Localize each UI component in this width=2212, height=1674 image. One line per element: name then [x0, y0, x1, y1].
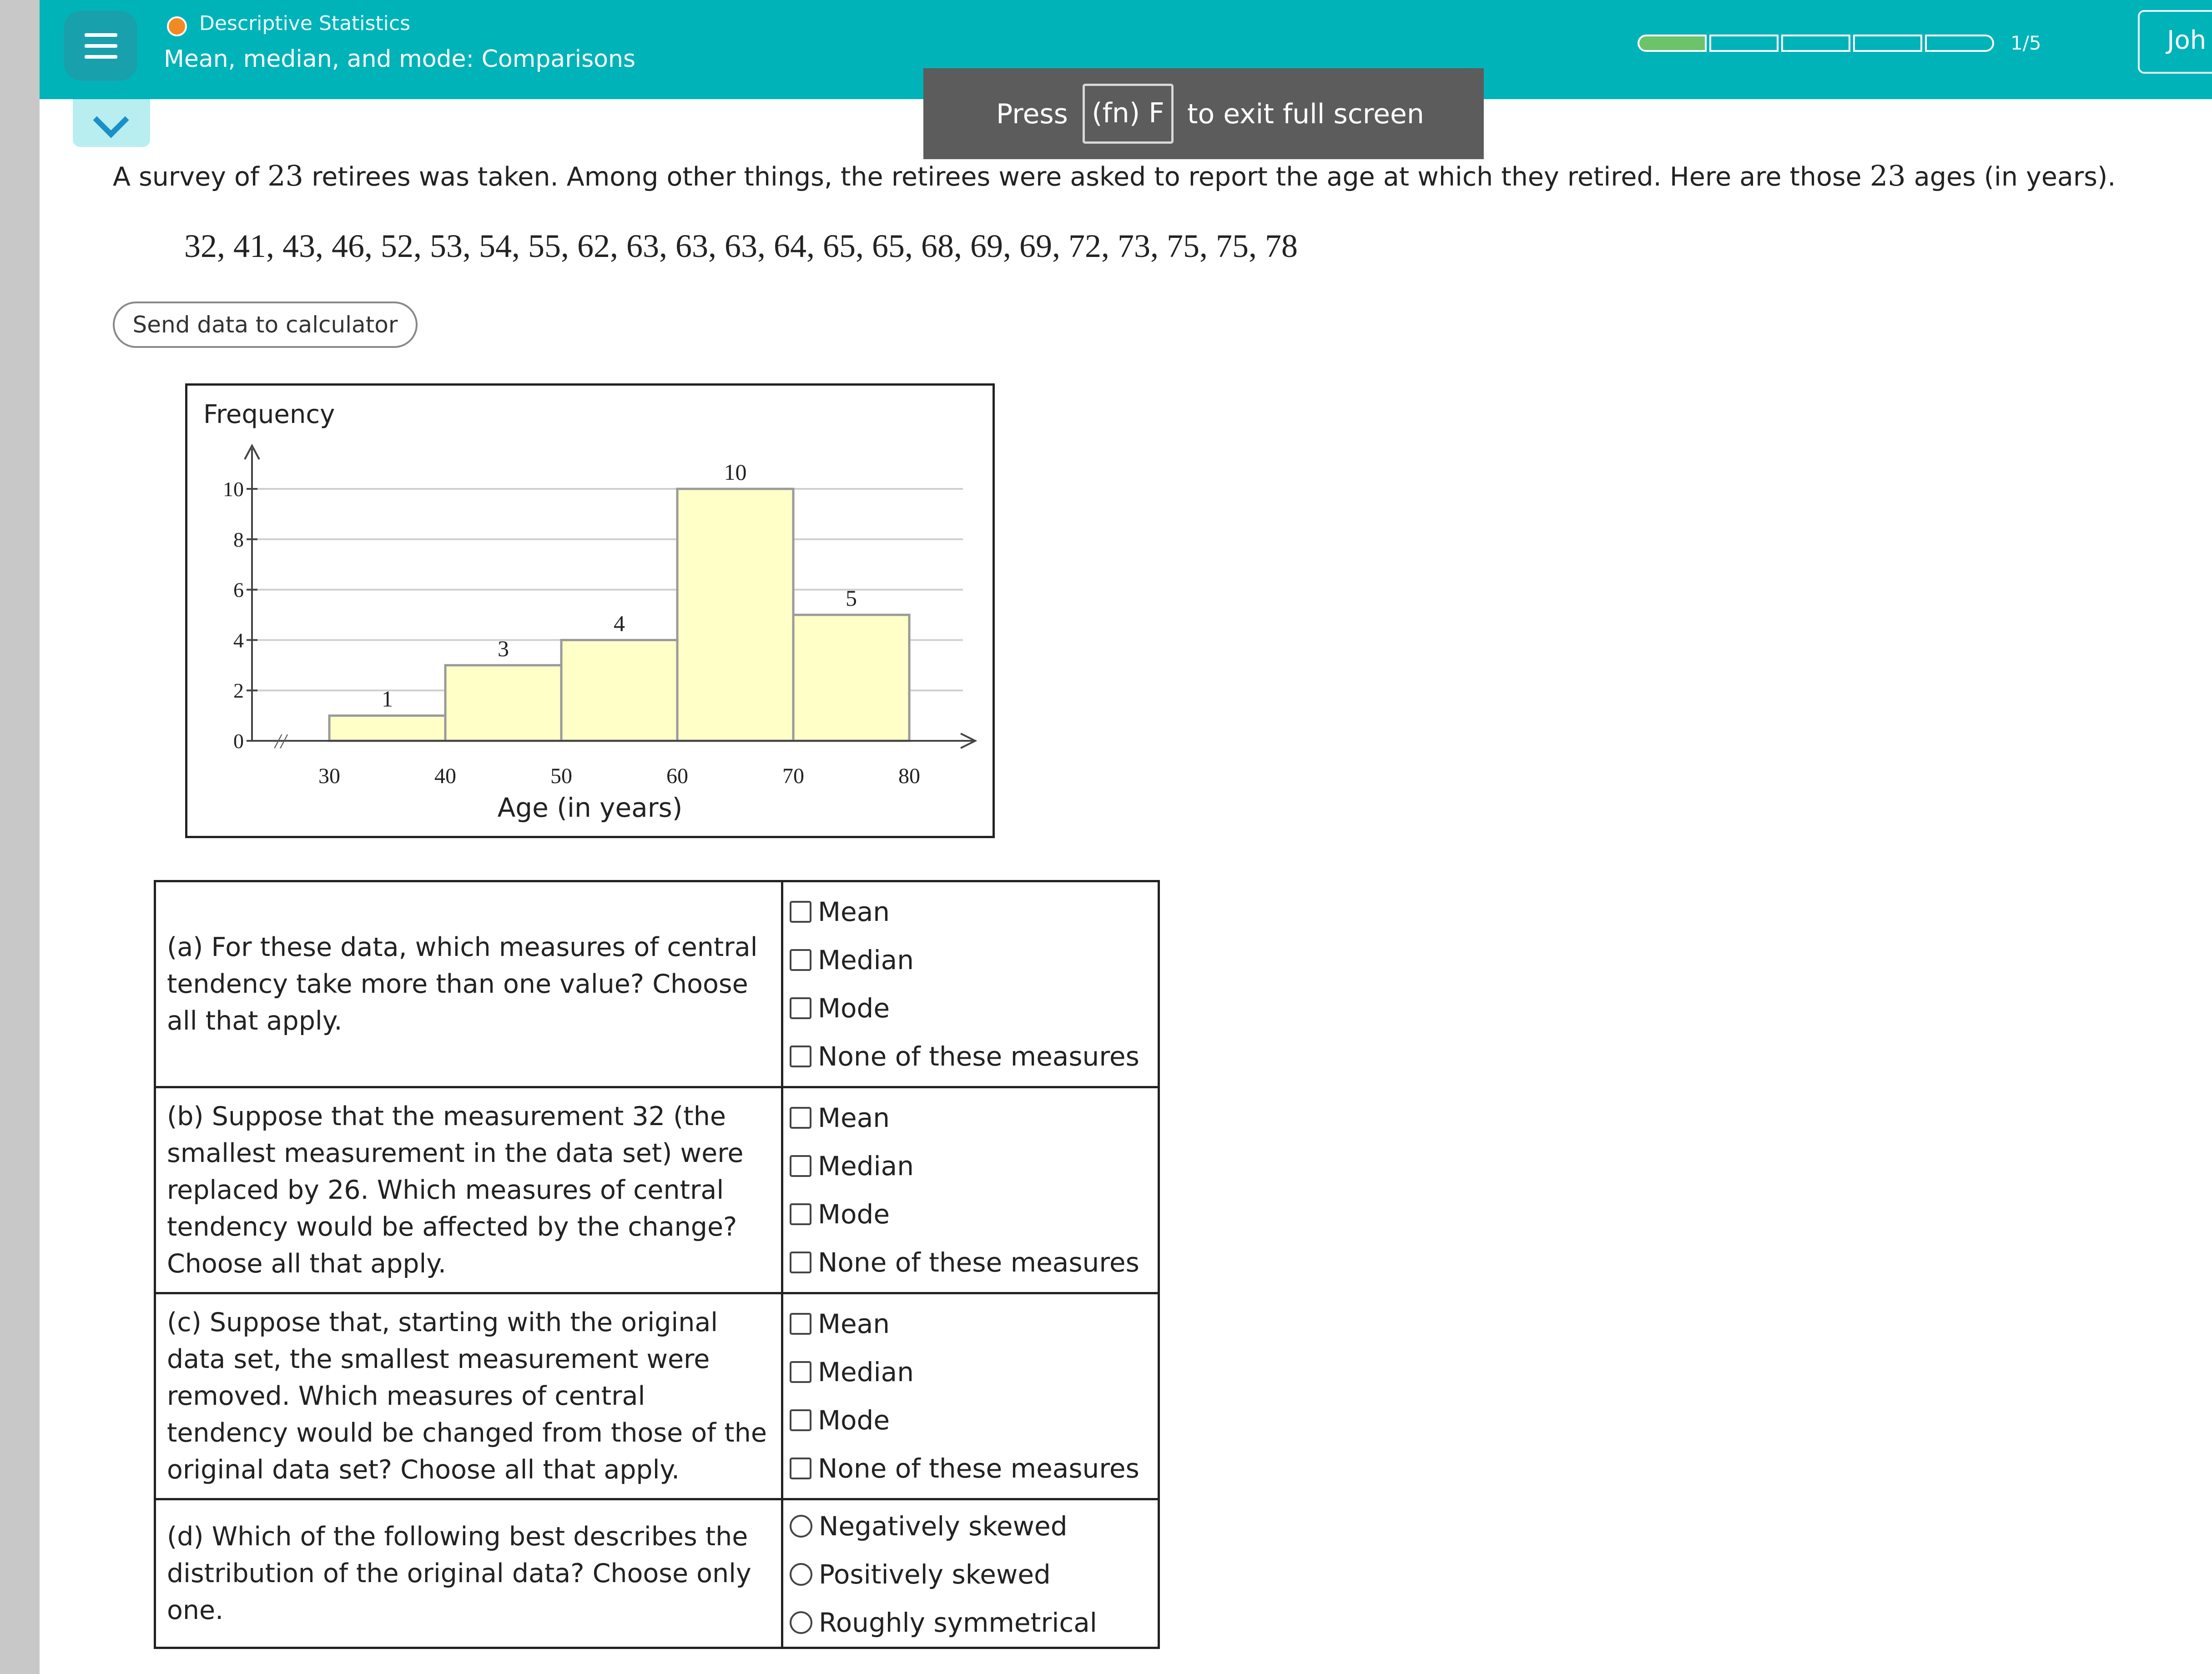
- x-tick-label: 60: [666, 764, 688, 788]
- checkbox[interactable]: [790, 1313, 811, 1335]
- answer-option[interactable]: [790, 1396, 1158, 1444]
- answer-option[interactable]: [790, 984, 1158, 1032]
- y-tick-label: 8: [233, 528, 244, 551]
- questions-table: [154, 880, 1160, 1649]
- question-row: [155, 881, 1159, 1087]
- x-tick-label: 80: [898, 764, 920, 788]
- histogram-bar: [561, 640, 677, 741]
- send-to-calculator-button[interactable]: Send data to calculator: [113, 302, 418, 348]
- option-label: Positively skewed: [819, 1559, 1051, 1590]
- option-label: Median: [818, 1151, 914, 1181]
- histogram: [185, 383, 995, 838]
- user-button[interactable]: Joh: [2138, 10, 2212, 74]
- answer-option[interactable]: [790, 888, 1158, 936]
- option-label: Mean: [818, 1102, 890, 1133]
- option-label: Mean: [818, 1308, 890, 1339]
- y-tick-label: 6: [233, 578, 244, 602]
- intro-text-c: ages (in years).: [1905, 162, 2116, 192]
- option-label: Mode: [818, 1199, 890, 1230]
- answer-option[interactable]: [790, 936, 1158, 984]
- bar-value-label: 10: [724, 459, 747, 485]
- answer-option[interactable]: [790, 1348, 1158, 1396]
- progress-segment: [1638, 35, 1707, 52]
- y-tick-label: 10: [223, 478, 244, 501]
- histogram-bar: [677, 489, 793, 741]
- y-axis-label: Frequency: [203, 400, 335, 429]
- question-text: (c) Suppose that, starting with the original data set, the smallest measurement were removed. Which measures of central tendency would be changed from those of the original data set? Choose all that apply.: [155, 1293, 782, 1499]
- collapse-header-button[interactable]: [73, 99, 150, 147]
- question-row: [155, 1087, 1159, 1293]
- fullscreen-banner: [923, 68, 1484, 159]
- checkbox[interactable]: [790, 1458, 811, 1479]
- topic-label: Descriptive Statistics: [199, 12, 411, 35]
- histogram-bar: [793, 615, 909, 741]
- fullscreen-key: (fn) F: [1083, 84, 1174, 144]
- answer-options: [782, 881, 1159, 1087]
- axis-break-mark: //: [275, 729, 287, 753]
- option-label: Mean: [818, 896, 890, 927]
- bar-value-label: 5: [846, 585, 857, 611]
- answer-option[interactable]: [790, 1094, 1158, 1142]
- progress-segment: [1709, 35, 1779, 52]
- radio-button[interactable]: [790, 1563, 812, 1586]
- answer-options: [782, 1499, 1159, 1648]
- bar-value-label: 1: [382, 686, 393, 712]
- progress-segment: [1925, 35, 1994, 52]
- checkbox[interactable]: [790, 997, 811, 1019]
- x-tick-label: 40: [434, 764, 456, 788]
- option-label: Median: [818, 945, 914, 975]
- answer-option[interactable]: [790, 1300, 1158, 1348]
- answer-option[interactable]: [790, 1550, 1158, 1599]
- checkbox[interactable]: [790, 1046, 811, 1067]
- data-values: 32, 41, 43, 46, 52, 53, 54, 55, 62, 63, 63, 63, 64, 65, 65, 68, 69, 69, 72, 73, 75, 75, 78: [184, 228, 1298, 264]
- progress-count: 1/5: [2010, 32, 2041, 54]
- progress-segment: [1853, 35, 1922, 52]
- bar-value-label: 4: [614, 610, 625, 636]
- histogram-bar: [329, 716, 445, 741]
- histogram-bar: [445, 665, 561, 741]
- checkbox[interactable]: [790, 1203, 811, 1225]
- sample-size: 23: [1869, 159, 1906, 192]
- answer-option[interactable]: [790, 1190, 1158, 1238]
- problem-intro: [113, 159, 2116, 192]
- answer-option[interactable]: [790, 1032, 1158, 1081]
- x-tick-label: 50: [550, 764, 572, 788]
- menu-button[interactable]: [64, 10, 137, 81]
- intro-text-b: retirees was taken. Among other things, the retirees were asked to report the age at which they retired. Here are those: [303, 162, 1870, 192]
- radio-button[interactable]: [790, 1611, 812, 1634]
- y-tick-label: 0: [233, 729, 244, 753]
- answer-options: [782, 1293, 1159, 1499]
- progress-bar: [1638, 35, 1997, 55]
- option-label: Median: [818, 1357, 914, 1387]
- answer-option[interactable]: [790, 1444, 1158, 1493]
- answer-option[interactable]: [790, 1599, 1158, 1647]
- page-title: Mean, median, and mode: Comparisons: [164, 45, 636, 73]
- question-text: (b) Suppose that the measurement 32 (the smallest measurement in the data set) were replaced by 26. Which measures of central tendency would be affected by the change? Choose all that apply.: [155, 1087, 782, 1293]
- y-tick-label: 4: [233, 628, 244, 652]
- chevron-down-icon: [93, 102, 129, 138]
- answer-options: [782, 1087, 1159, 1293]
- question-text: (a) For these data, which measures of central tendency take more than one value? Choose all that apply.: [155, 881, 782, 1087]
- option-label: Mode: [818, 993, 890, 1024]
- y-tick-label: 2: [233, 679, 244, 703]
- answer-option[interactable]: [790, 1142, 1158, 1190]
- question-row: [155, 1499, 1159, 1648]
- question-text: (d) Which of the following best describes the distribution of the original data? Choose only one.: [155, 1499, 782, 1648]
- radio-button[interactable]: [790, 1515, 812, 1538]
- fullscreen-press: Press: [996, 98, 1068, 130]
- sample-size: 23: [267, 159, 303, 192]
- checkbox[interactable]: [790, 1252, 811, 1273]
- option-label: None of these measures: [818, 1041, 1139, 1072]
- menu-icon-line: [85, 44, 117, 48]
- bar-value-label: 3: [498, 635, 509, 661]
- checkbox[interactable]: [790, 1155, 811, 1177]
- x-axis-label: Age (in years): [497, 792, 683, 823]
- checkbox[interactable]: [790, 1361, 811, 1383]
- fullscreen-suffix: to exit full screen: [1187, 98, 1424, 130]
- topic-status-dot: [167, 16, 187, 36]
- checkbox[interactable]: [790, 1409, 811, 1431]
- checkbox[interactable]: [790, 901, 811, 923]
- option-label: None of these measures: [818, 1247, 1139, 1278]
- checkbox[interactable]: [790, 1107, 811, 1129]
- intro-text-a: A survey of: [113, 162, 268, 192]
- histogram-svg: [187, 386, 993, 836]
- x-tick-label: 70: [782, 764, 804, 788]
- option-label: None of these measures: [818, 1453, 1139, 1484]
- menu-icon: [85, 33, 117, 37]
- menu-icon-line: [85, 55, 117, 59]
- answer-option[interactable]: [790, 1238, 1158, 1287]
- x-tick-label: 30: [318, 764, 340, 788]
- answer-option[interactable]: [790, 1502, 1158, 1550]
- progress-segment: [1781, 35, 1850, 52]
- left-rail: [0, 0, 40, 1674]
- option-label: Negatively skewed: [819, 1511, 1068, 1542]
- question-row: [155, 1293, 1159, 1499]
- option-label: Mode: [818, 1405, 890, 1436]
- option-label: Roughly symmetrical: [819, 1607, 1097, 1638]
- checkbox[interactable]: [790, 949, 811, 971]
